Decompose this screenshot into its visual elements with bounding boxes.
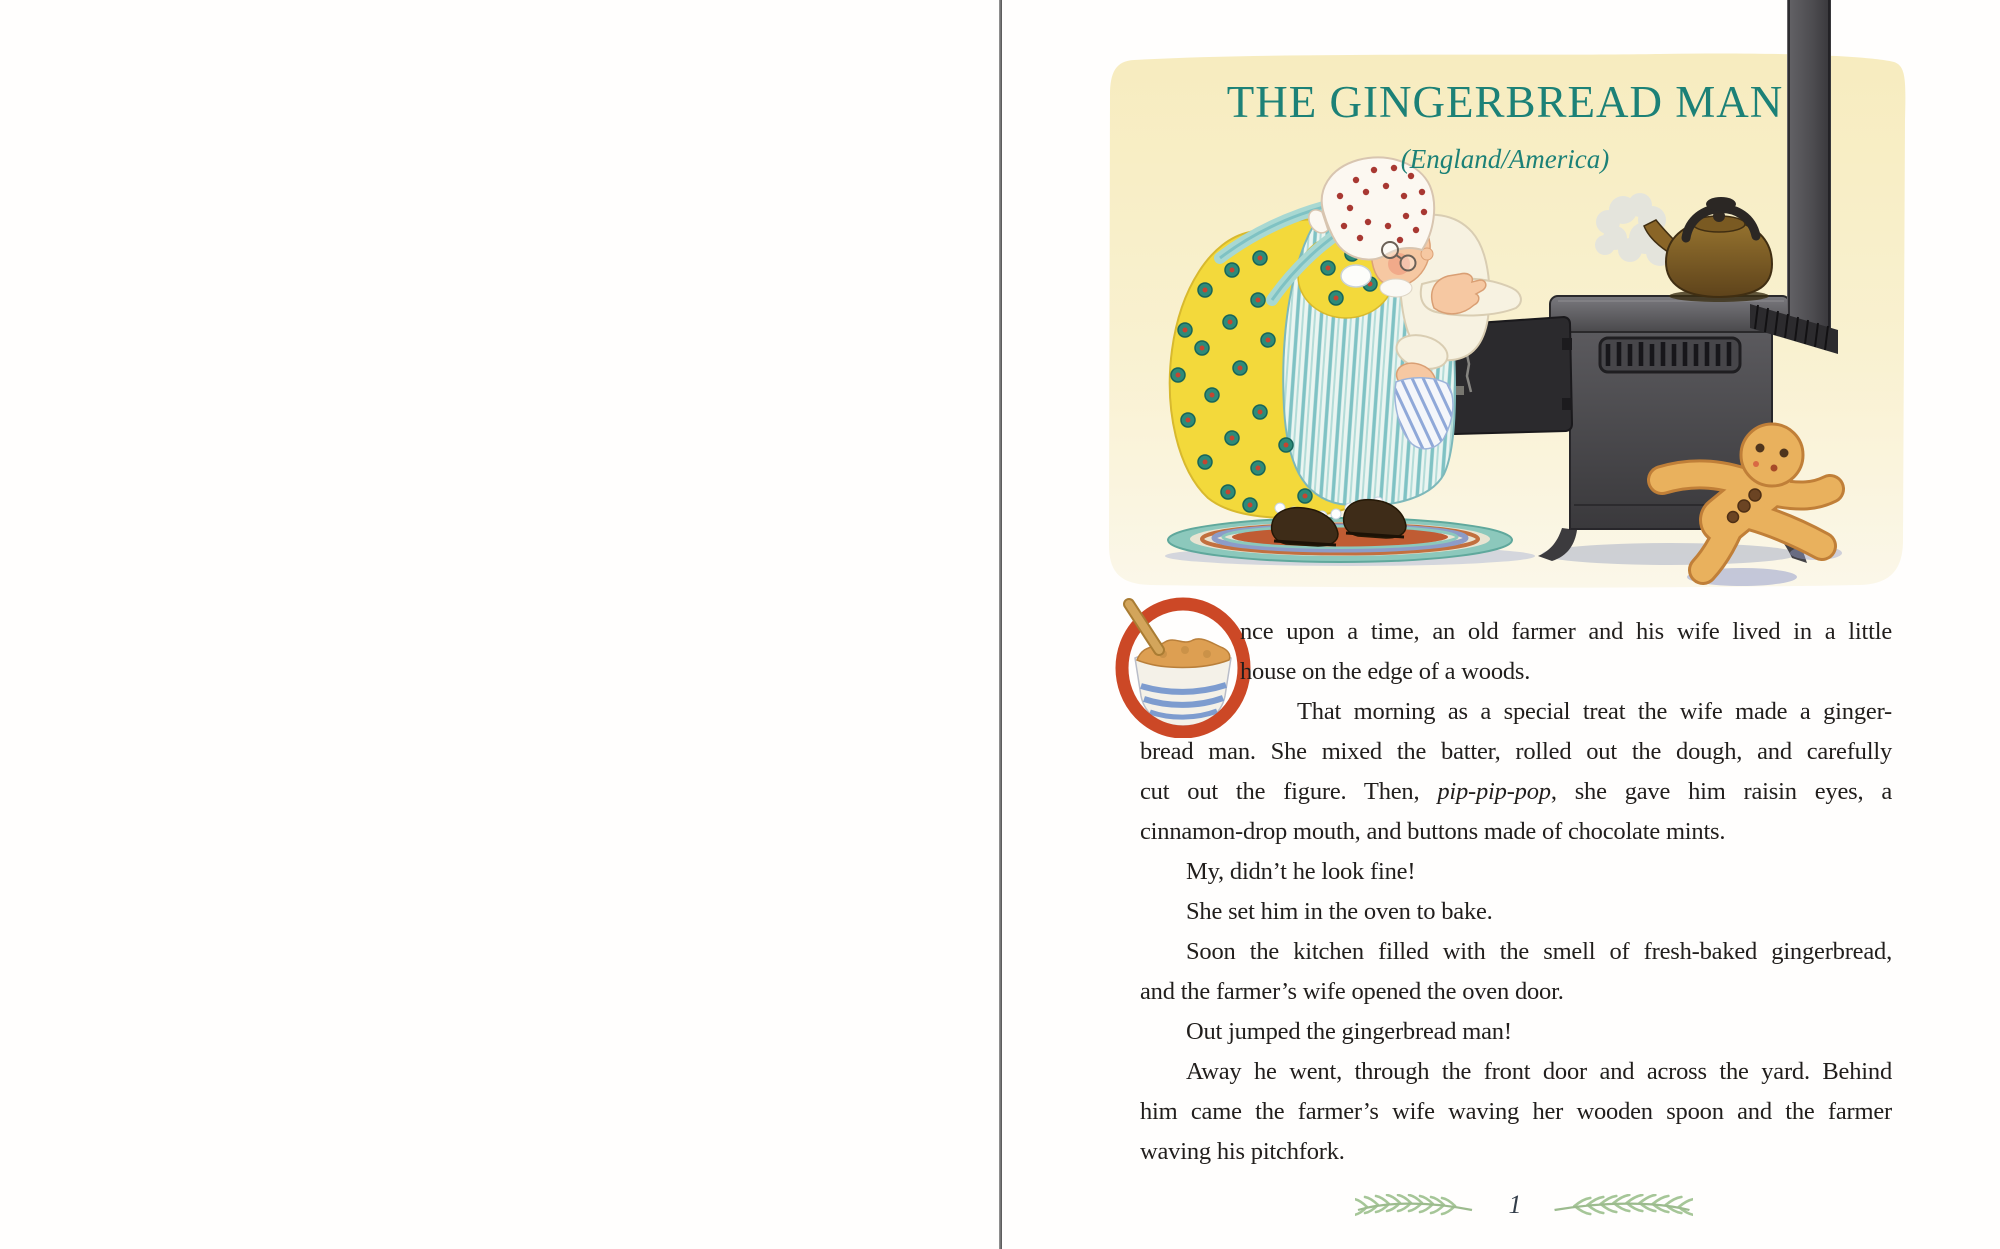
story-line: him came the farmer’s wife waving her wooden spoon and the farmer bbox=[1140, 1098, 1892, 1125]
story-line: My, didn’t he look fine! bbox=[1186, 858, 1416, 885]
page-footer bbox=[1355, 1188, 1715, 1224]
story-line: bread man. She mixed the batter, rolled out the dough, and carefully bbox=[1140, 738, 1892, 765]
page-title: THE GINGERBREAD MAN bbox=[1226, 77, 1784, 127]
story-line: That morning as a special treat the wife made a ginger- bbox=[1297, 698, 1892, 725]
left-blank-page bbox=[0, 0, 999, 1249]
page-number: 1 bbox=[1508, 1190, 1522, 1219]
story-text bbox=[1140, 612, 1892, 1172]
story-line-segment: , she gave him raisin eyes, a bbox=[1550, 778, 1892, 805]
story-line-segment-italic: pip-pip-pop bbox=[1437, 778, 1551, 805]
white-hair bbox=[1341, 265, 1371, 287]
story-line: waving his pitchfork. bbox=[1140, 1138, 1345, 1165]
story-line: Soon the kitchen filled with the smell of fresh-baked gingerbread, bbox=[1186, 938, 1892, 965]
stove-grille bbox=[1600, 338, 1740, 372]
leaf-flourish-left bbox=[1355, 1194, 1475, 1220]
story-line-segment: cut out the figure. Then, bbox=[1140, 778, 1438, 805]
story-line: and the farmer’s wife opened the oven door. bbox=[1140, 978, 1564, 1005]
story-line bbox=[1140, 772, 1892, 812]
story-line: nce upon a time, an old farmer and his wife lived in a little bbox=[1240, 618, 1892, 645]
page-subtitle: (England/America) bbox=[1400, 144, 1610, 174]
story-line: cinnamon-drop mouth, and buttons made of chocolate mints. bbox=[1140, 818, 1726, 845]
leaf-flourish-right bbox=[1551, 1194, 1693, 1220]
story-line: Away he went, through the front door and across the yard. Behind bbox=[1186, 1058, 1892, 1085]
story-line: Out jumped the gingerbread man! bbox=[1186, 1018, 1512, 1045]
story-line: house on the edge of a woods. bbox=[1240, 658, 1531, 685]
story-line: She set him in the oven to bake. bbox=[1186, 898, 1493, 925]
